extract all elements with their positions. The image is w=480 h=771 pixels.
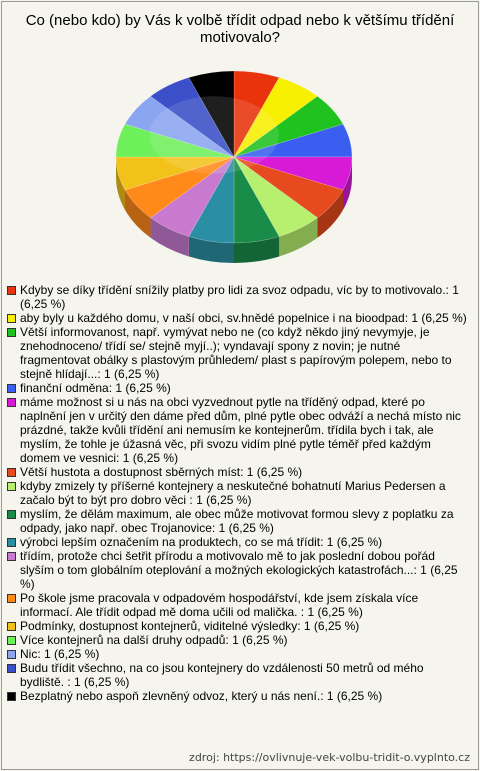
legend-item — [7, 535, 469, 549]
legend-item — [7, 661, 469, 689]
legend-item — [7, 381, 469, 395]
chart-title-line-2: motivovalo? — [199, 29, 281, 46]
legend-swatch — [7, 384, 16, 393]
pie-highlight — [149, 96, 279, 173]
legend-swatch — [7, 510, 16, 519]
legend-item — [7, 465, 469, 479]
legend-swatch — [7, 538, 16, 547]
legend-swatch — [7, 636, 16, 645]
legend-label: Budu třídit všechno, na co jsou kontejnery do vzdálenosti 50 metrů od mého bydliště. : 1 (6,25 %) — [20, 661, 424, 689]
legend-swatch — [7, 398, 16, 407]
legend-swatch — [7, 482, 16, 491]
source-note: zdroj: https://ovlivnuje-vek-volbu-tridit-o.vyplnto.cz — [189, 751, 470, 764]
legend-label: Větší hustota a dostupnost sběrných míst: 1 (6,25 %) — [20, 465, 303, 479]
pie-chart — [0, 0, 480, 280]
legend-label: výrobci lepším označením na produktech, co se má třídit: 1 (6,25 %) — [20, 535, 383, 549]
legend-label: aby byly u každého domu, v naší obci, sv.hnědé popelnice i na bioodpad: 1 (6,25 %) — [20, 311, 467, 325]
chart-title-line-1: Co (nebo kdo) by Vás k volbě třídit odpad nebo k většímu třídění — [25, 12, 455, 29]
legend-label: Více kontejnerů na další druhy odpadů: 1 (6,25 %) — [20, 633, 288, 647]
legend-swatch — [7, 650, 16, 659]
legend-swatch — [7, 552, 16, 561]
legend-swatch — [7, 622, 16, 631]
legend-label: Nic: 1 (6,25 %) — [20, 647, 100, 661]
legend-swatch — [7, 314, 16, 323]
legend-label: finanční odměna: 1 (6,25 %) — [20, 381, 171, 395]
legend-label: máme možnost si u nás na obci vyzvednout pytle na tříděný odpad, které po naplnění jen v určitý den dáme před dům, plné pytle obec odváží a nechá místo nic prázdné, takže kvůli třídění ani nemusím ke kontejnerům. třídila bych i tak, ale myslím, že tohle je úžasná věc, při svozu vidím plné pytle téměř před každým domem ve vesnici: 1 (6,25 %) — [20, 395, 461, 465]
legend-item — [7, 283, 469, 311]
legend-swatch — [7, 328, 16, 337]
legend-item — [7, 689, 469, 703]
legend-item — [7, 549, 469, 591]
legend-item — [7, 311, 469, 325]
legend-item — [7, 633, 469, 647]
legend-item — [7, 395, 469, 465]
legend — [7, 283, 469, 703]
legend-swatch — [7, 468, 16, 477]
legend-label: Kdyby se díky třídění snížily platby pro lidi za svoz odpadu, víc by to motivovalo.: 1 (6,25 %) — [20, 283, 459, 311]
legend-swatch — [7, 664, 16, 673]
legend-label: Podmínky, dostupnost kontejnerů, viditelné výsledky: 1 (6,25 %) — [20, 619, 360, 633]
legend-item — [7, 325, 469, 381]
legend-item — [7, 619, 469, 633]
legend-item — [7, 507, 469, 535]
legend-item — [7, 479, 469, 507]
legend-label: kdyby zmizely ty příšerné kontejnery a neskutečné bohatnutí Marius Pedersen a začalo být to být pro dobro věci : 1 (6,25 %) — [20, 479, 446, 507]
legend-swatch — [7, 692, 16, 701]
legend-swatch — [7, 594, 16, 603]
legend-swatch — [7, 286, 16, 295]
legend-label: Bezplatný nebo aspoň zlevněný odvoz, který u nás není.: 1 (6,25 %) — [20, 689, 383, 703]
legend-label: Po škole jsme pracovala v odpadovém hospodářství, kde jsem získala více informací. Ale třídit odpad mě doma učili od malička. : 1 (6,25 %) — [20, 591, 419, 619]
legend-label: myslím, že dělám maximum, ale obec může motivovat formou slevy z poplatku za odpady, jako např. obec Trojanovice: 1 (6,25 %) — [20, 507, 454, 535]
legend-label: třídím, protože chci šetřit přírodu a motivovalo mě to jak poslední dobou pořád slyším o tom globálním oteplování a možných ekologických katastrofách...: 1 (6,25 %) — [20, 549, 458, 591]
legend-item — [7, 647, 469, 661]
legend-label: Větší informovanost, např. vymývat nebo ne (co když někdo jiný nevymyje, je znehodnoceno/ třídí se/ stejně myjí..); vyndavají spony z novin; je nutné fragmentovat obálky s plastovým průhledem/ plast s papírovým polepem, nebo to stejně hlídají...: 1 (6,25 %) — [20, 325, 452, 381]
legend-item — [7, 591, 469, 619]
